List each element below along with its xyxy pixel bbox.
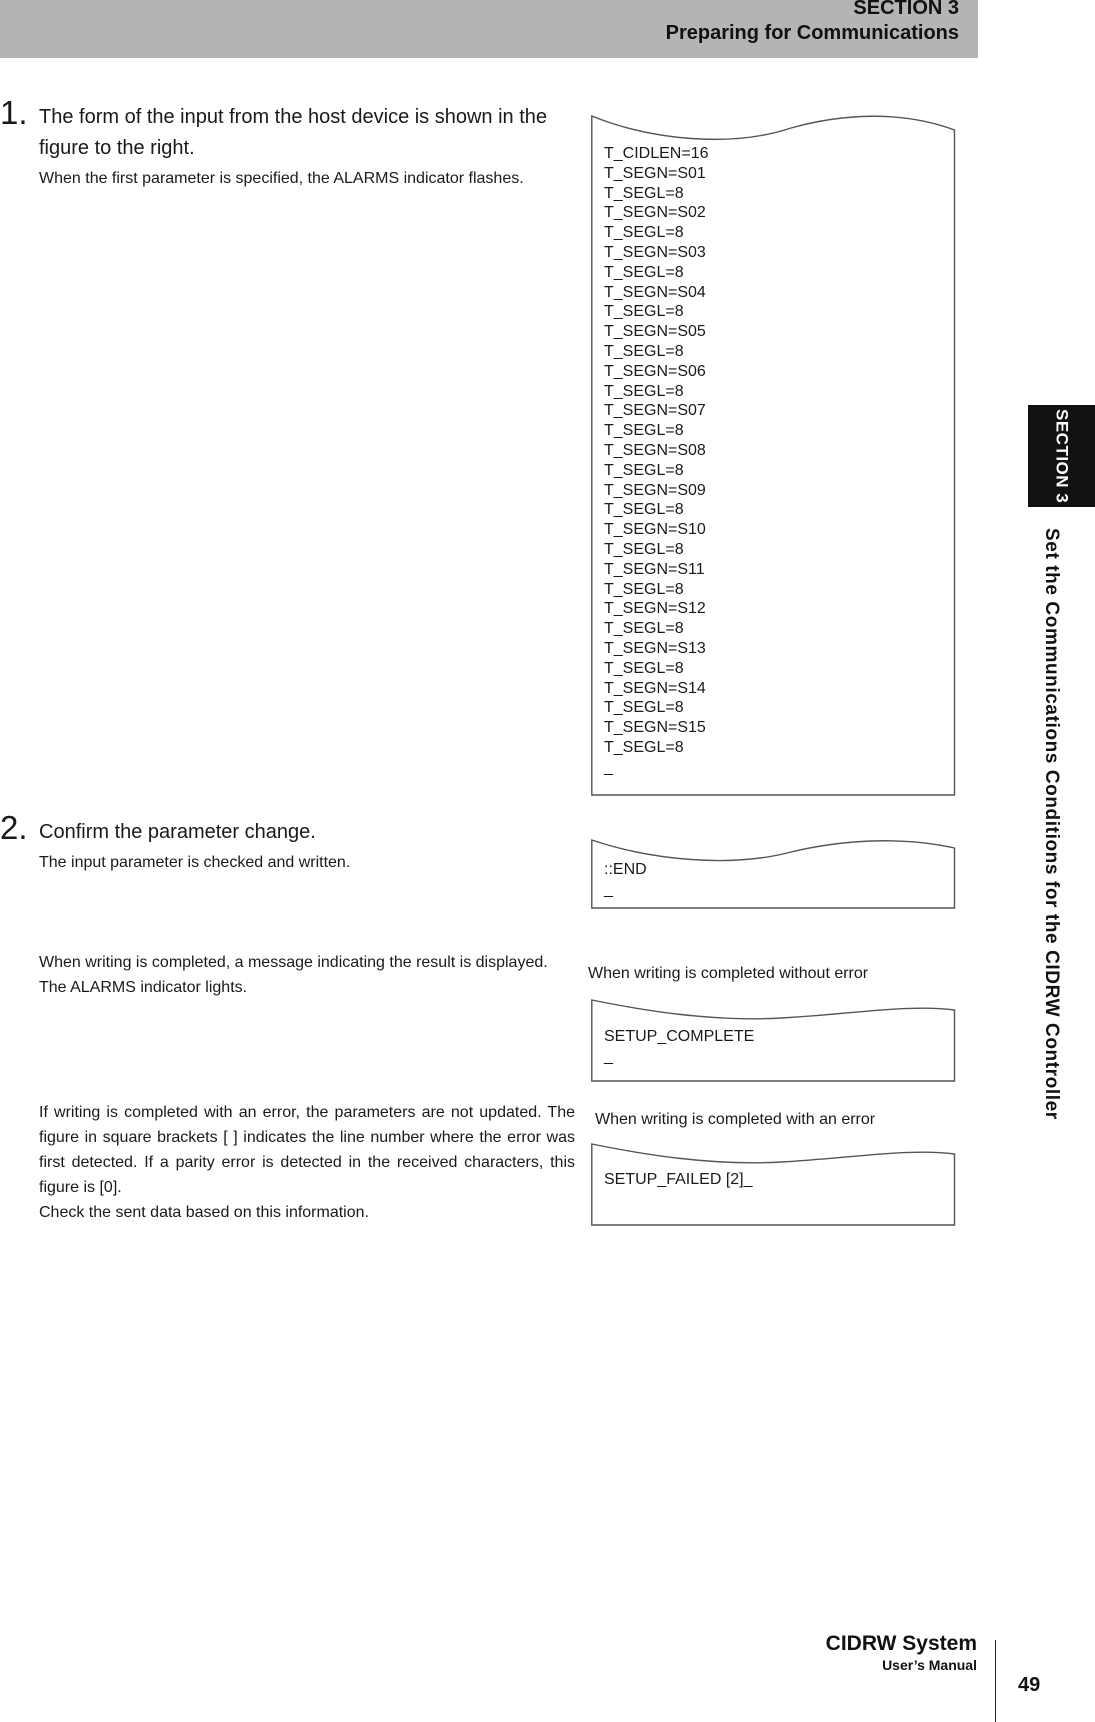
screen-line: T_SEGN=S12 [604,600,706,618]
screen-parameter-input [591,108,956,796]
screen-line: T_SEGN=S11 [604,560,705,578]
caption-complete: When writing is completed without error [588,965,869,982]
screen-lines-end [604,860,647,900]
step-2-note: The input parameter is checked and written. [39,854,351,871]
screen-line: T_SEGL=8 [604,540,684,558]
screen-line: T_SEGL=8 [604,501,684,519]
step-2-number: 2. [0,809,28,846]
footer-divider [995,1640,996,1722]
screen-end-command [591,832,956,909]
screen-line: T_SEGN=S10 [604,521,706,539]
screen-line: T_SEGL=8 [604,620,684,638]
step-1-number: 1. [0,94,28,131]
screen-line: _ [604,758,613,776]
page-number: 49 [1018,1674,1041,1696]
header-section-title: Preparing for Communications [665,22,959,44]
screen-line: T_SEGL=8 [604,184,684,202]
screen-line: T_SEGN=S08 [604,441,706,459]
screen-lines-parameters [604,144,709,778]
footer-product-name: CIDRW System [825,1632,977,1655]
complete-text-line-1: When writing is completed, a message indicating the result is displayed. [39,954,548,971]
header-band [0,0,978,58]
screen-line: _ [604,880,613,898]
screen-lines-complete [604,1027,754,1067]
error-text-last: Check the sent data based on this information. [39,1204,369,1221]
screen-setup-failed [591,1142,956,1226]
screen-line: T_SEGL=8 [604,342,684,360]
screen-line: T_SEGL=8 [604,461,684,479]
screen-line: T_SEGL=8 [604,659,684,677]
step-1-note: When the first parameter is specified, the ALARMS indicator flashes. [39,170,524,187]
screen-lines-failed [604,1170,753,1190]
screen-setup-complete [591,998,956,1082]
screen-line: ::END [604,861,647,878]
screen-line: T_SEGN=S01 [604,164,706,182]
screen-line: T_SEGL=8 [604,422,684,440]
screen-line: T_SEGN=S15 [604,719,706,737]
error-text: If writing is completed with an error, the parameters are not updated. The figure in square brackets [ ] indicates the line number where the error was first detected. If a parity error is detected in the received characters, this figure is [0]. [39,1104,575,1196]
step-2-title: Confirm the parameter change. [39,821,316,843]
side-tab-label: SECTION 3 [1052,408,1072,504]
screen-line: SETUP_FAILED [2]_ [604,1171,753,1188]
screen-line: T_SEGN=S09 [604,481,706,499]
screen-line: _ [604,1047,613,1065]
complete-text-line-2: The ALARMS indicator lights. [39,979,248,996]
screen-line: T_SEGN=S03 [604,243,706,261]
screen-line: T_SEGN=S04 [604,283,706,301]
screen-line: T_SEGN=S02 [604,204,706,222]
step-1-title: The form of the input from the host device is shown in the figure to the right. [39,106,548,159]
screen-line: T_CIDLEN=16 [604,145,709,162]
screen-line: T_SEGN=S13 [604,639,706,657]
screen-line: T_SEGN=S14 [604,679,706,697]
screen-line: T_SEGL=8 [604,263,684,281]
screen-line: T_SEGL=8 [604,580,684,598]
screen-line: T_SEGN=S05 [604,323,706,341]
screen-line: T_SEGL=8 [604,224,684,242]
side-section-title: Set the Communications Conditions for the CIDRW Controller [1041,528,1062,1120]
footer-manual-label: User’s Manual [882,1657,977,1673]
header-section-label: SECTION 3 [853,0,959,19]
screen-line: T_SEGN=S07 [604,402,706,420]
screen-line: T_SEGL=8 [604,303,684,321]
caption-error: When writing is completed with an error [595,1111,876,1128]
screen-line: T_SEGN=S06 [604,362,706,380]
screen-line: T_SEGL=8 [604,382,684,400]
screen-line: T_SEGL=8 [604,699,684,717]
screen-line: SETUP_COMPLETE [604,1028,755,1045]
screen-line: T_SEGL=8 [604,738,684,756]
